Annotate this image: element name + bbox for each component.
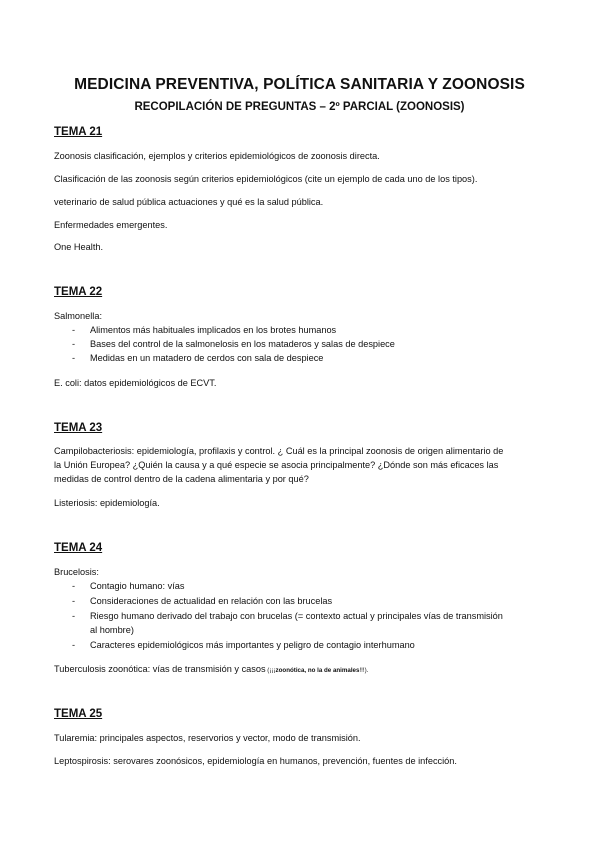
document-subtitle: RECOPILACIÓN DE PREGUNTAS – 2º PARCIAL (ZOONOSIS) (134, 101, 465, 113)
tema-25-heading: TEMA 25 (54, 708, 103, 720)
tema-22-heading: TEMA 22 (54, 286, 103, 298)
tema-25-item: Leptospirosis: serovares zoonósicos, epidemiología en humanos, prevención, fuentes de infección. (54, 756, 457, 766)
tema-24-bullet-continuation: al hombre) (90, 625, 134, 635)
tema-22-bullet: Medidas en un matadero de cerdos con sala de despiece (90, 353, 324, 363)
tema-24-bullet: Contagio humano: vías (90, 581, 185, 591)
bullet-dash: - (72, 596, 76, 606)
tema-21-heading: TEMA 21 (54, 126, 103, 138)
bullet-dash: - (72, 611, 76, 621)
tema-23-after: Listeriosis: epidemiología. (54, 498, 160, 508)
document-title: MEDICINA PREVENTIVA, POLÍTICA SANITARIA Y ZOONOSIS (74, 76, 525, 93)
tema-24-bullet: Caracteres epidemiológicos más importantes y peligro de contagio interhumano (90, 640, 415, 650)
tema-24-bullet: Consideraciones de actualidad en relación con las brucelas (90, 596, 333, 606)
tema-23-line: medidas de control dentro de la cadena alimentaria y por qué? (54, 474, 309, 484)
tema-22-after: E. coli: datos epidemiológicos de ECVT. (54, 378, 217, 388)
bullet-dash: - (72, 325, 76, 335)
tema-24-heading: TEMA 24 (54, 542, 103, 554)
tema-21-item: Zoonosis clasificación, ejemplos y criterios epidemiológicos de zoonosis directa. (54, 151, 380, 161)
bullet-dash: - (72, 581, 76, 591)
bullet-dash: - (72, 353, 76, 363)
bullet-dash: - (72, 339, 76, 349)
tema-21-item: Clasificación de las zoonosis según criterios epidemiológicos (cite un ejemplo de cada uno de los tipos). (54, 174, 478, 184)
tb-note (266, 667, 369, 674)
tema-22-bullet: Bases del control de la salmonelosis en los mataderos y salas de despiece (90, 339, 395, 349)
tema-24-bullet: Riesgo humano derivado del trabajo con brucelas (= contexto actual y principales vías de transmisión (90, 611, 503, 621)
bullet-dash: - (72, 640, 76, 650)
tb-note-close: !!!). (359, 667, 369, 674)
tema-22-bullet: Alimentos más habituales implicados en los brotes humanos (90, 325, 337, 335)
tema-24-intro: Brucelosis: (54, 567, 99, 577)
tb-note-open: (¡¡¡ (265, 667, 276, 674)
tema-23-line: Campilobacteriosis: epidemiología, profilaxis y control. ¿ Cuál es la principal zoonosis de origen alimentario de (54, 446, 504, 456)
tema-21-item: One Health. (54, 242, 104, 252)
tb-note-bold: zoonótica, no la de animales (275, 667, 360, 674)
tema-25-item: Tularemia: principales aspectos, reservorios y vector, modo de transmisión. (54, 733, 361, 743)
tema-21-item: veterinario de salud pública actuaciones y qué es la salud pública. (54, 197, 324, 207)
tema-22-intro: Salmonella: (54, 311, 103, 321)
tema-23-line: la Unión Europea? ¿Quién la causa y a qué especie se asocia principalmente? ¿Dónde son más eficaces las (54, 460, 499, 470)
tema-23-heading: TEMA 23 (54, 422, 103, 434)
tema-21-item: Enfermedades emergentes. (54, 220, 168, 230)
tema-24-tuberculosis (54, 663, 548, 677)
tb-text: Tuberculosis zoonótica: vías de transmisión y casos (54, 664, 266, 674)
